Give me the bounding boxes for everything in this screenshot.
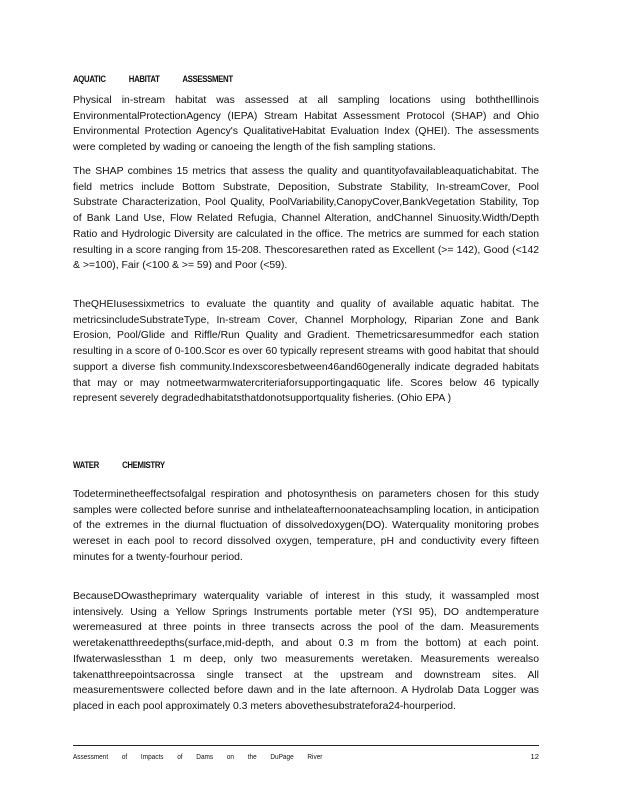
aquatic-paragraph-3: TheQHEIusessixmetrics to evaluate the quantity and quality of available aquatic habitat. The metricsincludeSubstrateType, In-stream Cover, Channel Morphology, Riparian Zone and Bank Erosion, Pool/Glide and Riffle/Run Quality and Gradient. Themetricsaresummedfor each station resulting in a score of 0-100.Scor es over 60 typically represent streams with good habitat that should support a diverse fish community.Indexscoresbetween46and60generally indicate degraded habitats that may or may notmeetwarmwatercriteriaforsupportingaquatic life. Scores below 46 typically represent severely degradedhabitatsthatdonotsupportquality fisheries. (Ohio EPA ) bbox=[73, 299, 539, 405]
footer-title: Assessment of Impacts of Dams on the DuPage River bbox=[73, 752, 323, 761]
page-number: 12 bbox=[530, 752, 539, 761]
water-paragraph-1: Todeterminetheeffectsofalgal respiration and photosynthesis on parameters chosen for this study samples were collected before sunrise and inthelateafternoonateachsampling location, in anticipation of the extremes in the diurnal fluctuation of dissolvedoxygen(DO). Waterquality monitoring probes wereset in each pool to record dissolved oxygen, temperature, pH and conductivity every fifteen minutes for a twenty-fourhour period. bbox=[73, 489, 539, 563]
page-footer bbox=[73, 752, 539, 761]
water-paragraph-2: BecauseDOwastheprimary waterquality variable of interest in this study, it wassampled most intensively. Using a Yellow Springs Instruments portable meter (YSI 95), DO andtemperature weremeasured at three points in three transects across the pool of the dam. Measurements weretakenatthreedepths(surface,mid-depth, and about 0.3 m from the bottom) at each point. Ifwaterwaslessthan 1 m deep, only two measurements weretaken. Measurements werealso takenatthreepointsacrossa single transect at the upstream and downstream sites. All measurementswere collected before dawn and in the late afternoon. A Hydrolab Data Logger was placed in each pool approximately 0.3 meters abovethesubstratefora24-hourperiod. bbox=[73, 591, 539, 712]
water-chemistry-heading: WATER CHEMISTRY bbox=[73, 460, 165, 471]
footer-rule bbox=[73, 745, 539, 746]
aquatic-paragraph-2: The SHAP combines 15 metrics that assess the quality and quantityofavailableaquatichabitat. The field metrics include Bottom Substrate, Deposition, Substrate Stability, In-streamCover, Pool Substrate Characterization, Pool Quality, PoolVariability,CanopyCover,BankVegetation Stability, Top of Bank Land Use, Flow Related Refugia, Channel Alteration, andChannel Sinuosity.Width/Depth Ratio and Hydrologic Diversity are calculated in the office. The metrics are summed for each station resulting in a score ranging from 15-208. Thescoresarethen rated as Excellent (>= 142), Good (<142 & >=100), Fair (<100 & >= 59) and Poor (<59). bbox=[73, 166, 539, 272]
aquatic-paragraph-1: Physical in-stream habitat was assessed at all sampling locations using boththeIllinois EnvironmentalProtectionAgency (IEPA) Stream Habitat Assessment Protocol (SHAP) and Ohio Environmental Protection Agency's QualitativeHabitat Evaluation Index (QHEI). The assessments were completed by wading or canoeing the length of the fish sampling stations. bbox=[73, 95, 539, 154]
aquatic-habitat-heading: AQUATIC HABITAT ASSESSMENT bbox=[73, 74, 233, 85]
